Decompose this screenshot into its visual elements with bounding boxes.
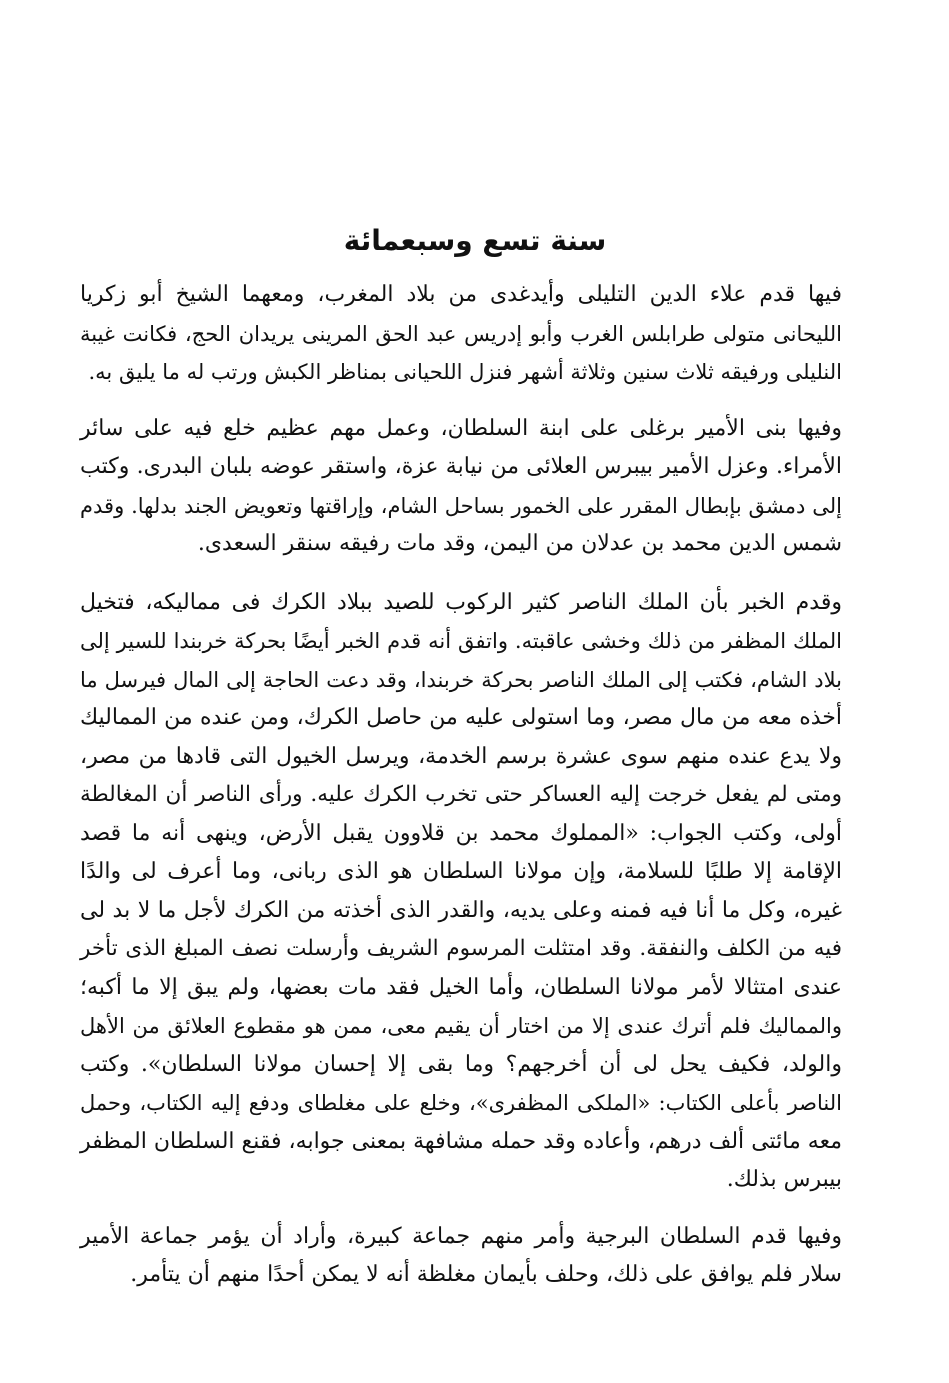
text-line: النليلى ورفيقه ثلاث سنين وثلاثة أشهر فنزل اللحيانى بمناظر الكبش ورتب له ما يليق به. (88, 360, 842, 384)
paragraph-1 (80, 276, 870, 392)
text-line: الإقامة إلا طلبًا للسلامة، وإن مولانا السلطان هو الذى ربانى، وما أعرف لى والدًا (80, 859, 842, 884)
text-line: وقدم الخبر بأن الملك الناصر كثير الركوب للصيد ببلاد الكرك فى مماليكه، فتخيل (80, 589, 842, 615)
text-line: وفيها قدم السلطان البرجية وأمر منهم جماعة كبيرة، وأراد أن يؤمر جماعة الأمير (80, 1223, 842, 1249)
paragraph-3 (80, 584, 870, 1200)
text-line: ولا يدع عنده منهم سوى عشرة برسم الخدمة، ويرسل الخيول التى قادها من مصر، (80, 743, 842, 769)
page-title: سنة تسع وسبعمائة (343, 224, 607, 257)
book-page (80, 220, 870, 1305)
text-line: الملك المظفر من ذلك وخشى عاقبته. واتفق أنه قدم الخبر أيضًا بحركة خربندا للسير إلى (80, 629, 842, 653)
text-line: والولد، فكيف يحل لى أن أخرجهم؟ وما بقى إلا إحسان مولانا السلطان». وكتب (80, 1051, 842, 1077)
text-line: وفيها بنى الأمير برغلى على ابنة السلطان، وعمل مهم عظيم خلع فيه على سائر (80, 415, 842, 441)
text-line: فيها قدم علاء الدين التليلى وأيدغدى من بلاد المغرب، ومعهما الشيخ أبو زكريا (80, 282, 842, 307)
text-line: الليحانى متولى طرابلس الغرب وأبو إدريس عبد الحق المرينى يريدان الحج، فكانت غيبة (80, 321, 842, 346)
text-line: معه مائتى ألف درهم، وأعاده وقد حمله مشافهة بمعنى جوابه، فقنع السلطان المظفر (80, 1128, 842, 1154)
text-line: بلاد الشام، فكتب إلى الملك الناصر بحركة خربندا، وقد دعت الحاجة إلى المال فيرسل ما (80, 667, 842, 692)
text-line: غيره، وكل ما أنا فيه فمنه وعلى يديه، والقدر الذى أخذته من الكرك لأجل ما لا بد لى (80, 897, 842, 923)
text-line: الأمراء. وعزل الأمير بيبرس العلائى من نيابة عزة، واستقر عوضه بلبان البدرى. وكتب (80, 454, 842, 479)
paragraph-4 (80, 1218, 870, 1295)
text-line: إلى دمشق بإبطال المقرر على الخمور بساحل الشام، وإراقتها وتعويض الجند بدلها. وقدم (80, 493, 842, 518)
text-line: سلار فلم يوافق على ذلك، وحلف بأيمان مغلظة أنه لا يمكن أحدًا منهم أن يتأمر. (130, 1262, 842, 1287)
text-line: شمس الدين محمد بن عدلان من اليمن، وقد مات رفيقه سنقر السعدى. (197, 531, 842, 556)
text-line: أخذه معه من مال مصر، وما استولى عليه من حاصل الكرك، ومن عنده من المماليك (80, 705, 842, 730)
text-line: عندى امتثالا لأمر مولانا السلطان، وأما الخيل فقد مات بعضها، ولم يبق إلا ما أكبه؛ (80, 974, 842, 1000)
text-line: أولى، وكتب الجواب: «المملوك محمد بن قلاوون يقبل الأرض، وينهى أنه ما قصد (80, 820, 842, 846)
text-line: ومتى لم يفعل خرجت إليه العساكر حتى تخرب الكرك عليه. ورأى الناصر أن المغالطة (80, 782, 842, 807)
text-line: بيبرس بذلك. (726, 1167, 842, 1192)
paragraph-2 (80, 410, 870, 564)
text-line: والمماليك فلم أترك عندى إلا من اختار أن يقيم معى، ممن هو مقطوع العلائق من الأهل (80, 1014, 842, 1038)
text-line: فيه من الكلف والنفقة. وقد امتثلت المرسوم الشريف وأرسلت نصف المبلغ الذى تأخر (80, 936, 842, 961)
text-line: الناصر بأعلى الكتاب: «الملكى المظفرى»، وخلع على مغلطاى ودفع إليه الكتاب، وحمل (80, 1091, 842, 1115)
